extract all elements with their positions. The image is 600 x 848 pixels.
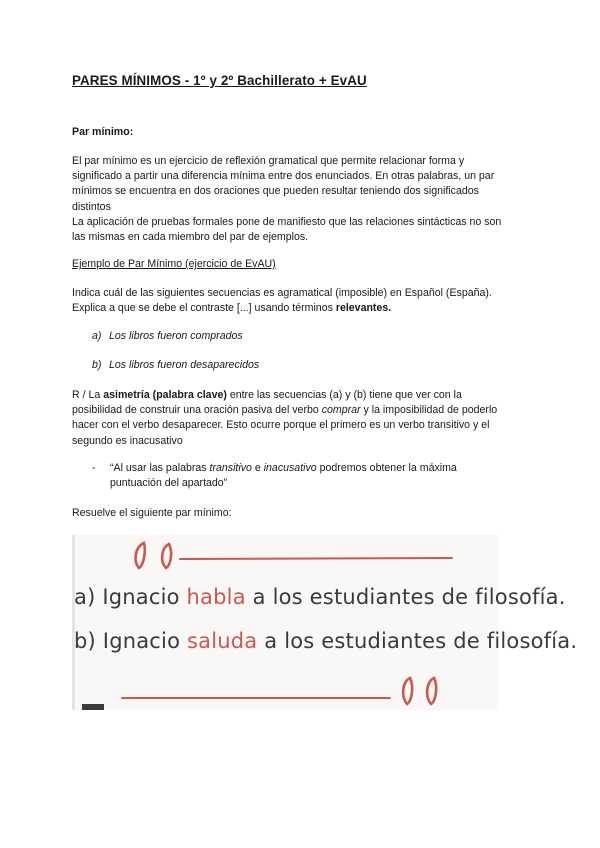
- prompt-line: [72, 301, 532, 316]
- photo-corner: [82, 704, 104, 710]
- blank-line: [180, 558, 452, 559]
- answer-text: y la imposibilidad de poderlo: [360, 404, 498, 417]
- tip-fragment: e: [251, 462, 264, 474]
- sentence-verb: habla: [186, 585, 246, 609]
- tip-text: [110, 461, 457, 491]
- definition-line: mínimos se encuentra en dos oraciones que pueden resultar teniendo dos significados: [72, 185, 479, 198]
- definition-line: las mismas en cada miembro del par de ejemplos.: [72, 231, 309, 244]
- definition-line: significado a partir una diferencia mínima entre dos enunciados. En otras palabras, un par: [72, 170, 495, 183]
- answer-line: [72, 388, 532, 403]
- exercise-prompt-paragraph: [72, 286, 532, 316]
- answer-paragraph: [72, 388, 532, 449]
- tip-term: inacusativo: [263, 462, 317, 474]
- sentence-text: b) Ignacio: [74, 629, 188, 653]
- answer-text: R / La: [72, 389, 104, 401]
- prompt-bold: relevantes.: [335, 302, 392, 315]
- definition-line: La aplicación de pruebas formales pone de manifiesto que las relaciones sintácticas no son: [72, 215, 502, 228]
- handwritten-sentence-b: [74, 629, 577, 653]
- answer-text: entre las secuencias (a) y (b) tiene que ver con la: [226, 389, 462, 401]
- handwritten-sentence-a: [74, 585, 566, 609]
- answer-line: segundo es inacusativo: [72, 434, 183, 447]
- definition-paragraph: [72, 154, 532, 245]
- tip-line: [110, 461, 457, 476]
- answer-text: posibilidad de construir una oración pasiva del verbo: [72, 404, 322, 417]
- answer-keyword: asimetría (palabra clave): [103, 389, 227, 401]
- answer-verb: comprar: [321, 404, 361, 417]
- photo-decorations: [72, 535, 498, 710]
- page-title: PARES MÍNIMOS - 1º y 2º Bachillerato + EvAU: [72, 73, 367, 88]
- answer-line: [72, 403, 532, 418]
- example-label: a): [92, 330, 102, 342]
- quote-mark-icon: [162, 544, 171, 568]
- sentence-text: a los estudiantes de filosofía.: [257, 629, 578, 653]
- example-item-a: [92, 330, 243, 342]
- tip-line: puntuación del apartado”: [110, 477, 228, 490]
- exercise-instruction: Resuelve el siguiente par mínimo:: [72, 507, 232, 519]
- definition-line: distintos: [72, 200, 111, 213]
- tip-term: transitivo: [209, 462, 252, 474]
- example-item-b: [92, 359, 259, 371]
- example-label: b): [92, 359, 102, 371]
- example-text: Los libros fueron comprados: [109, 330, 243, 342]
- tip-fragment: “Al usar las palabras: [110, 462, 210, 474]
- handwritten-exercise-photo: [72, 535, 578, 710]
- tip-fragment: podremos obtener la máxima: [316, 462, 457, 474]
- sentence-verb: saluda: [187, 629, 258, 653]
- answer-line: hacer con el verbo desaparecer. Esto ocurre porque el primero es un verbo transitivo y el: [72, 419, 490, 432]
- sentence-text: a) Ignacio: [74, 585, 187, 609]
- sentence-text: a los estudiantes de filosofía.: [245, 585, 566, 609]
- definition-line: El par mínimo es un ejercicio de reflexión gramatical que permite relacionar forma y: [72, 155, 465, 167]
- section-subtitle: Par mínimo:: [72, 126, 134, 138]
- prompt-text: Explica a que se debe el contraste [...] usando términos: [72, 302, 336, 315]
- bullet-dash: -: [92, 462, 96, 474]
- example-heading: Ejemplo de Par Mínimo (ejercicio de EvAU): [72, 258, 276, 270]
- quote-mark-icon: [403, 678, 412, 704]
- photo-edge: [72, 535, 75, 710]
- prompt-line: Indica cuál de las siguientes secuencias es agramatical (imposible) en Español (España).: [72, 287, 492, 299]
- quote-mark-icon: [136, 543, 145, 568]
- example-text: Los libros fueron desaparecidos: [109, 359, 260, 371]
- quote-mark-icon: [427, 678, 436, 704]
